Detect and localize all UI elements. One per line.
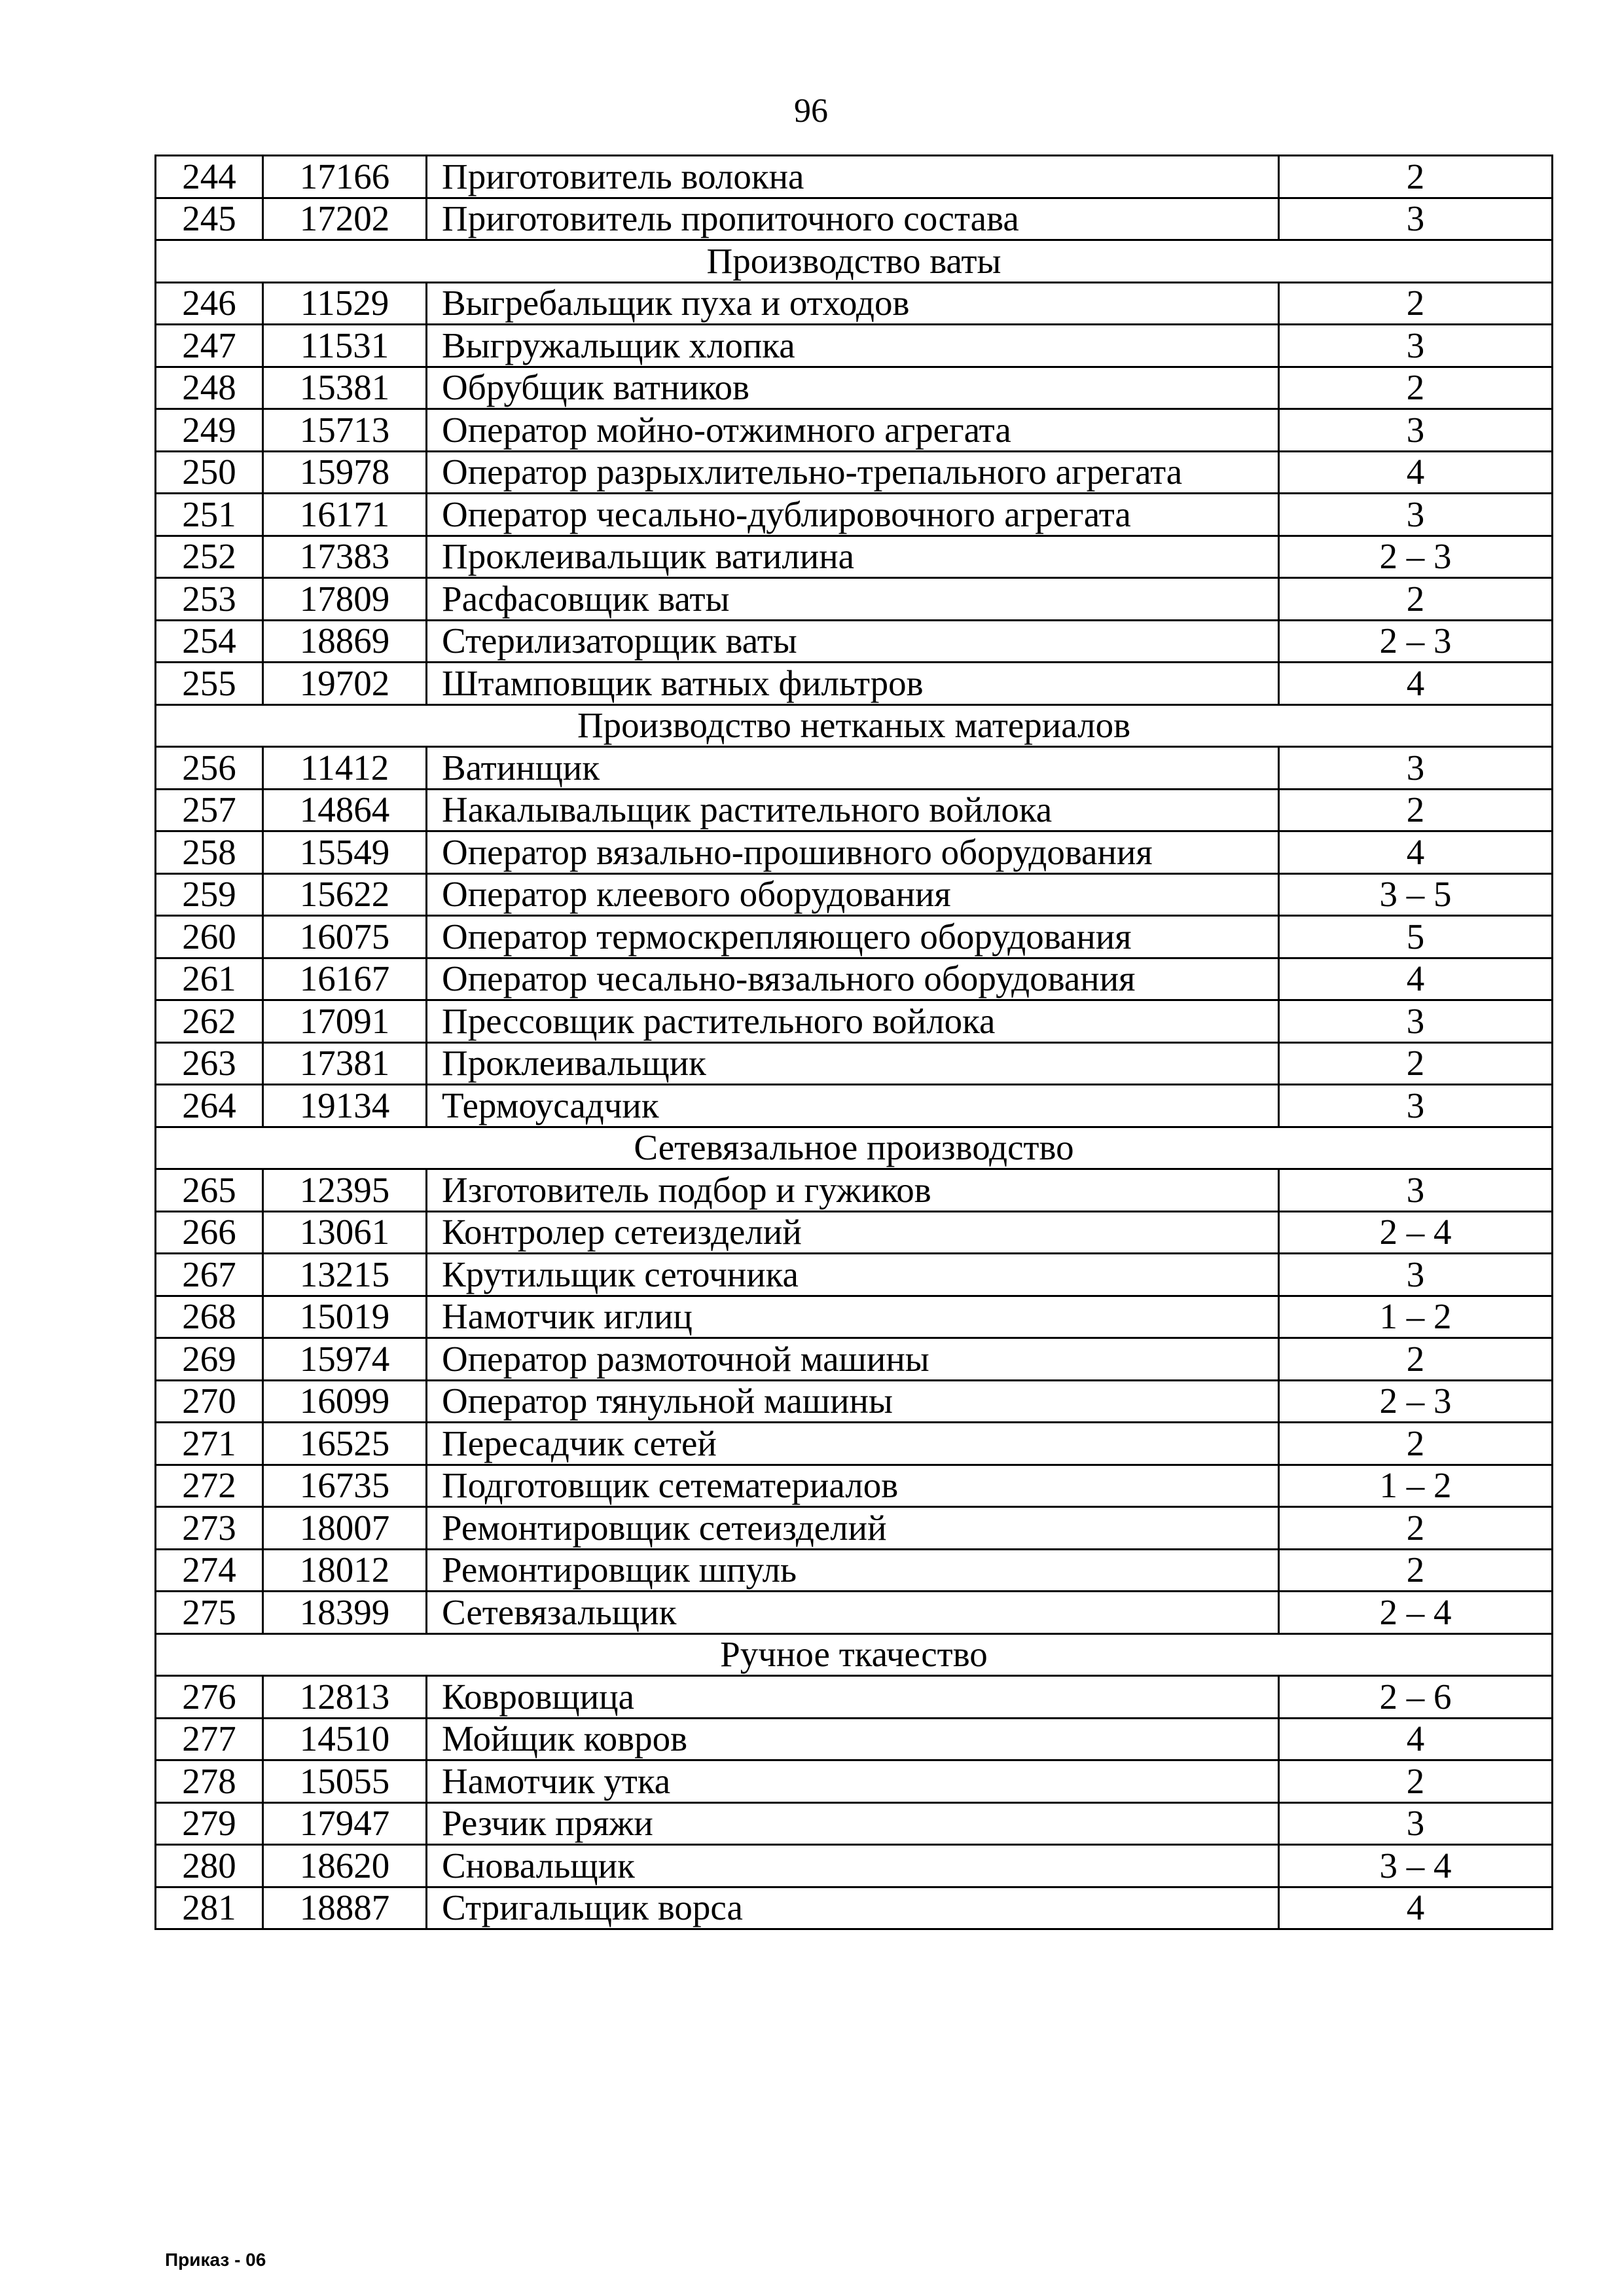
table-row <box>156 1549 1553 1592</box>
profession-code-cell: 18887 <box>263 1887 427 1929</box>
table-row <box>156 1718 1553 1760</box>
table-row <box>156 578 1553 621</box>
table-row <box>156 282 1553 325</box>
profession-name-cell: Оператор клеевого оборудования <box>427 873 1279 916</box>
grade-range-cell: 1 – 2 <box>1279 1296 1553 1338</box>
row-number-cell: 261 <box>156 958 263 1000</box>
row-number-cell: 266 <box>156 1211 263 1254</box>
row-number-cell: 257 <box>156 789 263 831</box>
profession-code-cell: 14864 <box>263 789 427 831</box>
profession-name-cell: Стерилизаторщик ваты <box>427 620 1279 663</box>
profession-code-cell: 18007 <box>263 1507 427 1550</box>
row-number-cell: 268 <box>156 1296 263 1338</box>
grade-range-cell: 2 <box>1279 578 1553 621</box>
grade-range-cell: 3 <box>1279 1169 1553 1212</box>
profession-name-cell: Намотчик утка <box>427 1760 1279 1803</box>
profession-name-cell: Обрубщик ватников <box>427 367 1279 409</box>
table-row <box>156 1465 1553 1507</box>
row-number-cell: 270 <box>156 1380 263 1423</box>
profession-name-cell: Оператор мойно-отжимного агрегата <box>427 409 1279 452</box>
table-row <box>156 156 1553 198</box>
profession-name-cell: Прессовщик растительного войлока <box>427 1000 1279 1043</box>
section-title: Производство ваты <box>156 240 1553 283</box>
profession-name-cell: Ковровщица <box>427 1676 1279 1719</box>
profession-code-cell: 11412 <box>263 747 427 790</box>
section-header-row <box>156 1633 1553 1676</box>
table-row <box>156 620 1553 663</box>
row-number-cell: 280 <box>156 1845 263 1887</box>
profession-name-cell: Приготовитель пропиточного состава <box>427 198 1279 240</box>
profession-name-cell: Оператор чесально-вязального оборудования <box>427 958 1279 1000</box>
row-number-cell: 256 <box>156 747 263 790</box>
grade-range-cell: 3 <box>1279 747 1553 790</box>
grade-range-cell: 2 – 3 <box>1279 1380 1553 1423</box>
table-row <box>156 958 1553 1000</box>
grade-range-cell: 2 – 4 <box>1279 1592 1553 1634</box>
table-row <box>156 1000 1553 1043</box>
profession-code-cell: 18399 <box>263 1592 427 1634</box>
profession-name-cell: Термоусадчик <box>427 1085 1279 1127</box>
grade-range-cell: 3 <box>1279 1254 1553 1296</box>
profession-code-cell: 16171 <box>263 494 427 536</box>
grade-range-cell: 5 <box>1279 916 1553 958</box>
profession-name-cell: Контролер сетеизделий <box>427 1211 1279 1254</box>
profession-name-cell: Стригальщик ворса <box>427 1887 1279 1929</box>
profession-name-cell: Оператор чесально-дублировочного агрегата <box>427 494 1279 536</box>
profession-code-cell: 18012 <box>263 1549 427 1592</box>
table-row <box>156 1085 1553 1127</box>
table-row <box>156 1254 1553 1296</box>
grade-range-cell: 3 <box>1279 494 1553 536</box>
table-row <box>156 494 1553 536</box>
profession-code-cell: 16525 <box>263 1423 427 1465</box>
row-number-cell: 281 <box>156 1887 263 1929</box>
section-header-row <box>156 1127 1553 1169</box>
row-number-cell: 249 <box>156 409 263 452</box>
grade-range-cell: 2 – 6 <box>1279 1676 1553 1719</box>
grade-range-cell: 3 <box>1279 1000 1553 1043</box>
profession-code-cell: 16099 <box>263 1380 427 1423</box>
profession-name-cell: Выгружальщик хлопка <box>427 325 1279 367</box>
profession-name-cell: Проклеивальщик ватилина <box>427 536 1279 578</box>
profession-name-cell: Изготовитель подбор и гужиков <box>427 1169 1279 1212</box>
section-title: Производство нетканых материалов <box>156 704 1553 747</box>
grade-range-cell: 4 <box>1279 451 1553 494</box>
grade-range-cell: 2 – 3 <box>1279 620 1553 663</box>
row-number-cell: 279 <box>156 1802 263 1845</box>
grade-range-cell: 2 <box>1279 1042 1553 1085</box>
profession-name-cell: Накалывальщик растительного войлока <box>427 789 1279 831</box>
grade-range-cell: 3 <box>1279 1802 1553 1845</box>
profession-name-cell: Намотчик иглиц <box>427 1296 1279 1338</box>
profession-name-cell: Ремонтировщик сетеизделий <box>427 1507 1279 1550</box>
profession-code-cell: 18869 <box>263 620 427 663</box>
row-number-cell: 264 <box>156 1085 263 1127</box>
grade-range-cell: 3 <box>1279 409 1553 452</box>
table-row <box>156 1592 1553 1634</box>
row-number-cell: 260 <box>156 916 263 958</box>
grade-range-cell: 4 <box>1279 663 1553 705</box>
profession-code-cell: 13215 <box>263 1254 427 1296</box>
grade-range-cell: 3 <box>1279 1085 1553 1127</box>
grade-range-cell: 1 – 2 <box>1279 1465 1553 1507</box>
grade-range-cell: 4 <box>1279 831 1553 874</box>
profession-name-cell: Оператор вязально-прошивного оборудования <box>427 831 1279 874</box>
grade-range-cell: 2 <box>1279 282 1553 325</box>
row-number-cell: 248 <box>156 367 263 409</box>
profession-code-cell: 15019 <box>263 1296 427 1338</box>
profession-code-cell: 15549 <box>263 831 427 874</box>
grade-range-cell: 3 <box>1279 198 1553 240</box>
row-number-cell: 277 <box>156 1718 263 1760</box>
profession-code-cell: 15978 <box>263 451 427 494</box>
table-row <box>156 831 1553 874</box>
profession-name-cell: Расфасовщик ваты <box>427 578 1279 621</box>
profession-name-cell: Сетевязальщик <box>427 1592 1279 1634</box>
profession-name-cell: Ремонтировщик шпуль <box>427 1549 1279 1592</box>
table-row <box>156 663 1553 705</box>
profession-name-cell: Приготовитель волокна <box>427 156 1279 198</box>
row-number-cell: 247 <box>156 325 263 367</box>
profession-code-cell: 15381 <box>263 367 427 409</box>
row-number-cell: 251 <box>156 494 263 536</box>
grade-range-cell: 2 <box>1279 156 1553 198</box>
table-row <box>156 367 1553 409</box>
profession-name-cell: Оператор разрыхлительно-трепального агрегата <box>427 451 1279 494</box>
profession-code-cell: 15055 <box>263 1760 427 1803</box>
table-row <box>156 1507 1553 1550</box>
row-number-cell: 269 <box>156 1338 263 1381</box>
row-number-cell: 259 <box>156 873 263 916</box>
profession-code-cell: 19134 <box>263 1085 427 1127</box>
profession-name-cell: Пересадчик сетей <box>427 1423 1279 1465</box>
row-number-cell: 271 <box>156 1423 263 1465</box>
table-row <box>156 1211 1553 1254</box>
profession-name-cell: Оператор термоскрепляющего оборудования <box>427 916 1279 958</box>
profession-name-cell: Крутильщик сеточника <box>427 1254 1279 1296</box>
table-row <box>156 916 1553 958</box>
table-row <box>156 1887 1553 1929</box>
profession-code-cell: 17381 <box>263 1042 427 1085</box>
profession-name-cell: Проклеивальщик <box>427 1042 1279 1085</box>
row-number-cell: 278 <box>156 1760 263 1803</box>
row-number-cell: 263 <box>156 1042 263 1085</box>
grade-range-cell: 2 <box>1279 1423 1553 1465</box>
profession-name-cell: Штамповщик ватных фильтров <box>427 663 1279 705</box>
row-number-cell: 273 <box>156 1507 263 1550</box>
table-row <box>156 1423 1553 1465</box>
grade-range-cell: 2 – 4 <box>1279 1211 1553 1254</box>
profession-code-cell: 19702 <box>263 663 427 705</box>
table-row <box>156 1169 1553 1212</box>
table-row <box>156 409 1553 452</box>
profession-name-cell: Оператор тянульной машины <box>427 1380 1279 1423</box>
row-number-cell: 267 <box>156 1254 263 1296</box>
row-number-cell: 255 <box>156 663 263 705</box>
profession-code-cell: 16075 <box>263 916 427 958</box>
profession-code-cell: 12395 <box>263 1169 427 1212</box>
profession-code-cell: 14510 <box>263 1718 427 1760</box>
row-number-cell: 258 <box>156 831 263 874</box>
table-row <box>156 789 1553 831</box>
row-number-cell: 272 <box>156 1465 263 1507</box>
row-number-cell: 253 <box>156 578 263 621</box>
grade-range-cell: 4 <box>1279 958 1553 1000</box>
section-title: Сетевязальное производство <box>156 1127 1553 1169</box>
row-number-cell: 275 <box>156 1592 263 1634</box>
row-number-cell: 252 <box>156 536 263 578</box>
table-row <box>156 1760 1553 1803</box>
page-number: 96 <box>794 92 828 130</box>
section-header-row <box>156 240 1553 283</box>
profession-name-cell: Мойщик ковров <box>427 1718 1279 1760</box>
table-row <box>156 1845 1553 1887</box>
profession-name-cell: Подготовщик сетематериалов <box>427 1465 1279 1507</box>
profession-name-cell: Сновальщик <box>427 1845 1279 1887</box>
grade-range-cell: 2 <box>1279 1549 1553 1592</box>
row-number-cell: 244 <box>156 156 263 198</box>
profession-name-cell: Резчик пряжи <box>427 1802 1279 1845</box>
grade-range-cell: 2 <box>1279 1507 1553 1550</box>
table-row <box>156 1296 1553 1338</box>
profession-code-cell: 16735 <box>263 1465 427 1507</box>
grade-range-cell: 2 – 3 <box>1279 536 1553 578</box>
profession-code-cell: 11531 <box>263 325 427 367</box>
table-row <box>156 1338 1553 1381</box>
profession-code-cell: 17166 <box>263 156 427 198</box>
profession-code-cell: 15713 <box>263 409 427 452</box>
row-number-cell: 276 <box>156 1676 263 1719</box>
footer-label: Приказ - 06 <box>165 2250 266 2270</box>
table-row <box>156 1380 1553 1423</box>
grade-range-cell: 2 <box>1279 1338 1553 1381</box>
grade-range-cell: 2 <box>1279 789 1553 831</box>
grade-range-cell: 3 – 5 <box>1279 873 1553 916</box>
row-number-cell: 262 <box>156 1000 263 1043</box>
grade-range-cell: 3 – 4 <box>1279 1845 1553 1887</box>
profession-code-cell: 12813 <box>263 1676 427 1719</box>
grade-range-cell: 4 <box>1279 1887 1553 1929</box>
profession-code-cell: 17809 <box>263 578 427 621</box>
table-row <box>156 198 1553 240</box>
row-number-cell: 254 <box>156 620 263 663</box>
grade-range-cell: 4 <box>1279 1718 1553 1760</box>
table-row <box>156 747 1553 790</box>
profession-code-cell: 15974 <box>263 1338 427 1381</box>
profession-code-cell: 13061 <box>263 1211 427 1254</box>
profession-code-cell: 17947 <box>263 1802 427 1845</box>
profession-code-cell: 15622 <box>263 873 427 916</box>
table-row <box>156 536 1553 578</box>
profession-name-cell: Ватинщик <box>427 747 1279 790</box>
profession-code-cell: 17202 <box>263 198 427 240</box>
profession-name-cell: Оператор размоточной машины <box>427 1338 1279 1381</box>
table-row <box>156 451 1553 494</box>
table-row <box>156 1676 1553 1719</box>
profession-code-cell: 16167 <box>263 958 427 1000</box>
table-row <box>156 1042 1553 1085</box>
row-number-cell: 265 <box>156 1169 263 1212</box>
section-title: Ручное ткачество <box>156 1633 1553 1676</box>
table-row <box>156 873 1553 916</box>
table-row <box>156 325 1553 367</box>
profession-code-cell: 11529 <box>263 282 427 325</box>
grade-range-cell: 3 <box>1279 325 1553 367</box>
profession-code-cell: 17091 <box>263 1000 427 1043</box>
table-body <box>156 156 1553 1929</box>
grade-range-cell: 2 <box>1279 1760 1553 1803</box>
row-number-cell: 274 <box>156 1549 263 1592</box>
profession-code-cell: 17383 <box>263 536 427 578</box>
grade-range-cell: 2 <box>1279 367 1553 409</box>
row-number-cell: 245 <box>156 198 263 240</box>
section-header-row <box>156 704 1553 747</box>
profession-code-cell: 18620 <box>263 1845 427 1887</box>
row-number-cell: 246 <box>156 282 263 325</box>
table-row <box>156 1802 1553 1845</box>
profession-name-cell: Выгребальщик пуха и отходов <box>427 282 1279 325</box>
row-number-cell: 250 <box>156 451 263 494</box>
professions-table <box>154 155 1553 1930</box>
